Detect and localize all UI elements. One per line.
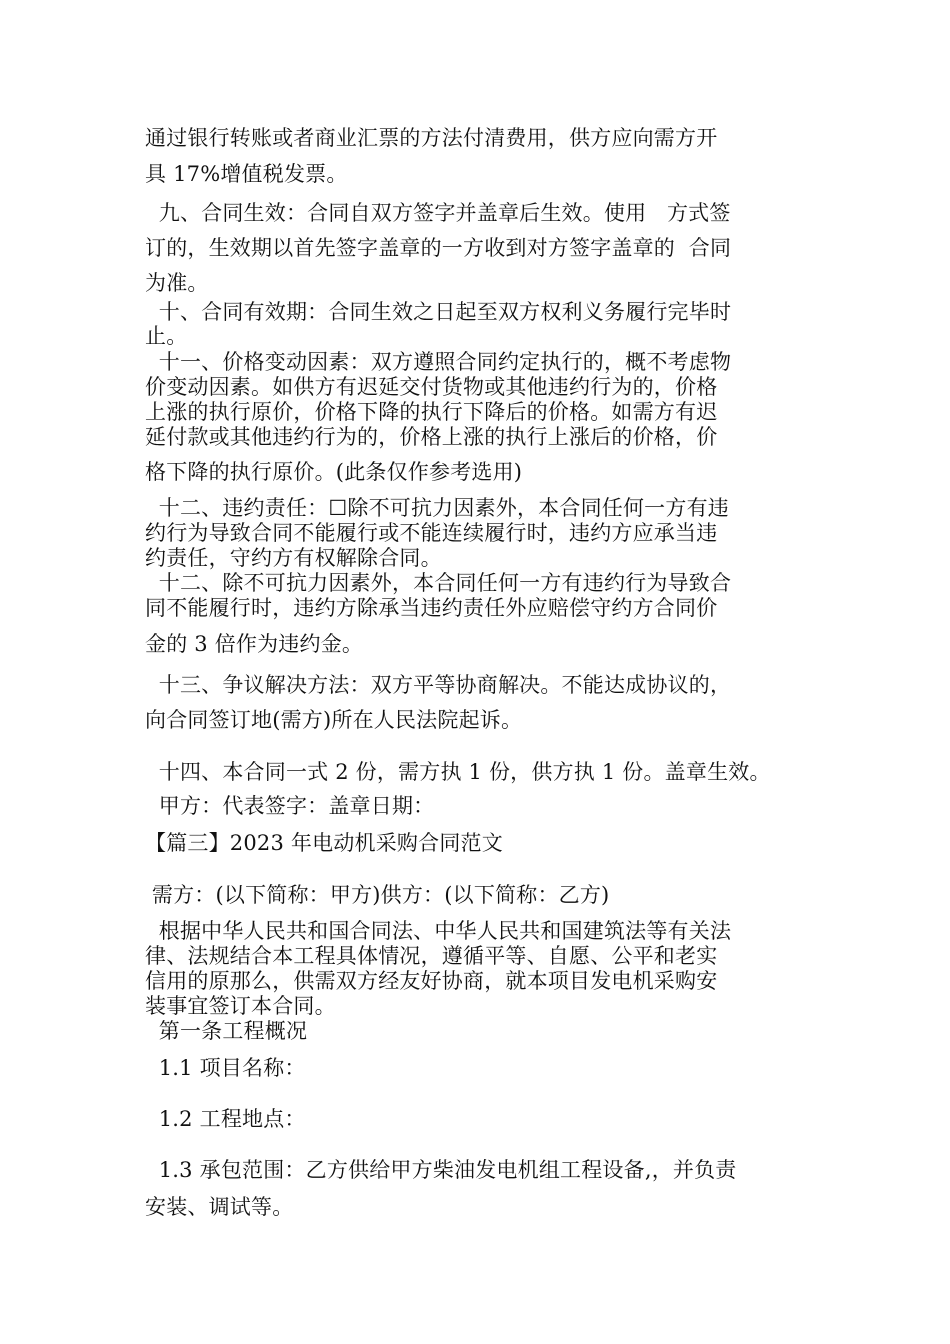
text-line: 根据中华人民共和国合同法、中华人民共和国建筑法等有关法 xyxy=(145,919,732,943)
text-line: 信用的原那么，供需双方经友好协商，就本项目发电机采购安 xyxy=(145,969,718,993)
text-line: 价变动因素。如供方有迟延交付货物或其他违约行为的，价格 xyxy=(145,375,718,399)
text-line: 安装、调试等。 xyxy=(145,1195,294,1219)
text-line: 律、法规结合本工程具体情况，遵循平等、自愿、公平和老实 xyxy=(145,944,718,968)
text-line: 延付款或其他违约行为的，价格上涨的执行上涨后的价格，价 xyxy=(145,425,718,449)
text-line: 十二、除不可抗力因素外，本合同任何一方有违约行为导致合 xyxy=(145,571,732,595)
text-line: 订的，生效期以首先签字盖章的一方收到对方签字盖章的 合同 xyxy=(145,236,732,260)
text-line: 向合同签订地(需方)所在人民法院起诉。 xyxy=(145,708,523,732)
text-line: 甲方：代表签字：盖章日期： xyxy=(145,794,435,818)
text-line: 十二、违约责任：☐除不可抗力因素外，本合同任何一方有违 xyxy=(145,496,729,520)
text-line: 十、合同有效期：合同生效之日起至双方权利义务履行完毕时 xyxy=(145,300,732,324)
text-line: 具 17%增值税发票。 xyxy=(145,162,348,186)
text-line: 止。 xyxy=(145,324,188,348)
text-line: 同不能履行时，违约方除承当违约责任外应赔偿守约方合同价 xyxy=(145,596,718,620)
text-line: 格下降的执行原价。(此条仅作参考选用) xyxy=(145,460,523,484)
text-line: 1.3 承包范围：乙方供给甲方柴油发电机组工程设备,，并负责 xyxy=(145,1158,737,1182)
text-line: 1.2 工程地点： xyxy=(145,1107,306,1131)
text-line: 通过银行转账或者商业汇票的方法付清费用，供方应向需方开 xyxy=(145,126,718,150)
text-line: 十四、本合同一式 2 份，需方执 1 份，供方执 1 份。盖章生效。 xyxy=(145,760,771,784)
text-line: 第一条工程概况 xyxy=(145,1019,308,1043)
text-line: 需方：(以下简称：甲方)供方：(以下简称：乙方) xyxy=(145,883,610,907)
text-line: 金的 3 倍作为违约金。 xyxy=(145,632,364,656)
text-line: 上涨的执行原价，价格下降的执行下降后的价格。如需方有迟 xyxy=(145,400,718,424)
text-line: 十三、争议解决方法：双方平等协商解决。不能达成协议的， xyxy=(145,673,732,697)
text-line: 约行为导致合同不能履行或不能连续履行时，违约方应承当违 xyxy=(145,521,718,545)
text-line: 装事宜签订本合同。 xyxy=(145,994,336,1018)
text-line: 约责任，守约方有权解除合同。 xyxy=(145,546,442,570)
text-line: 十一、价格变动因素：双方遵照合同约定执行的，概不考虑物 xyxy=(145,350,732,374)
text-line: 1.1 项目名称： xyxy=(145,1056,306,1080)
text-line: 九、合同生效：合同自双方签字并盖章后生效。使用 方式签 xyxy=(145,201,731,225)
text-line: 为准。 xyxy=(145,271,209,295)
text-line: 【篇三】2023 年电动机采购合同范文 xyxy=(145,831,503,855)
